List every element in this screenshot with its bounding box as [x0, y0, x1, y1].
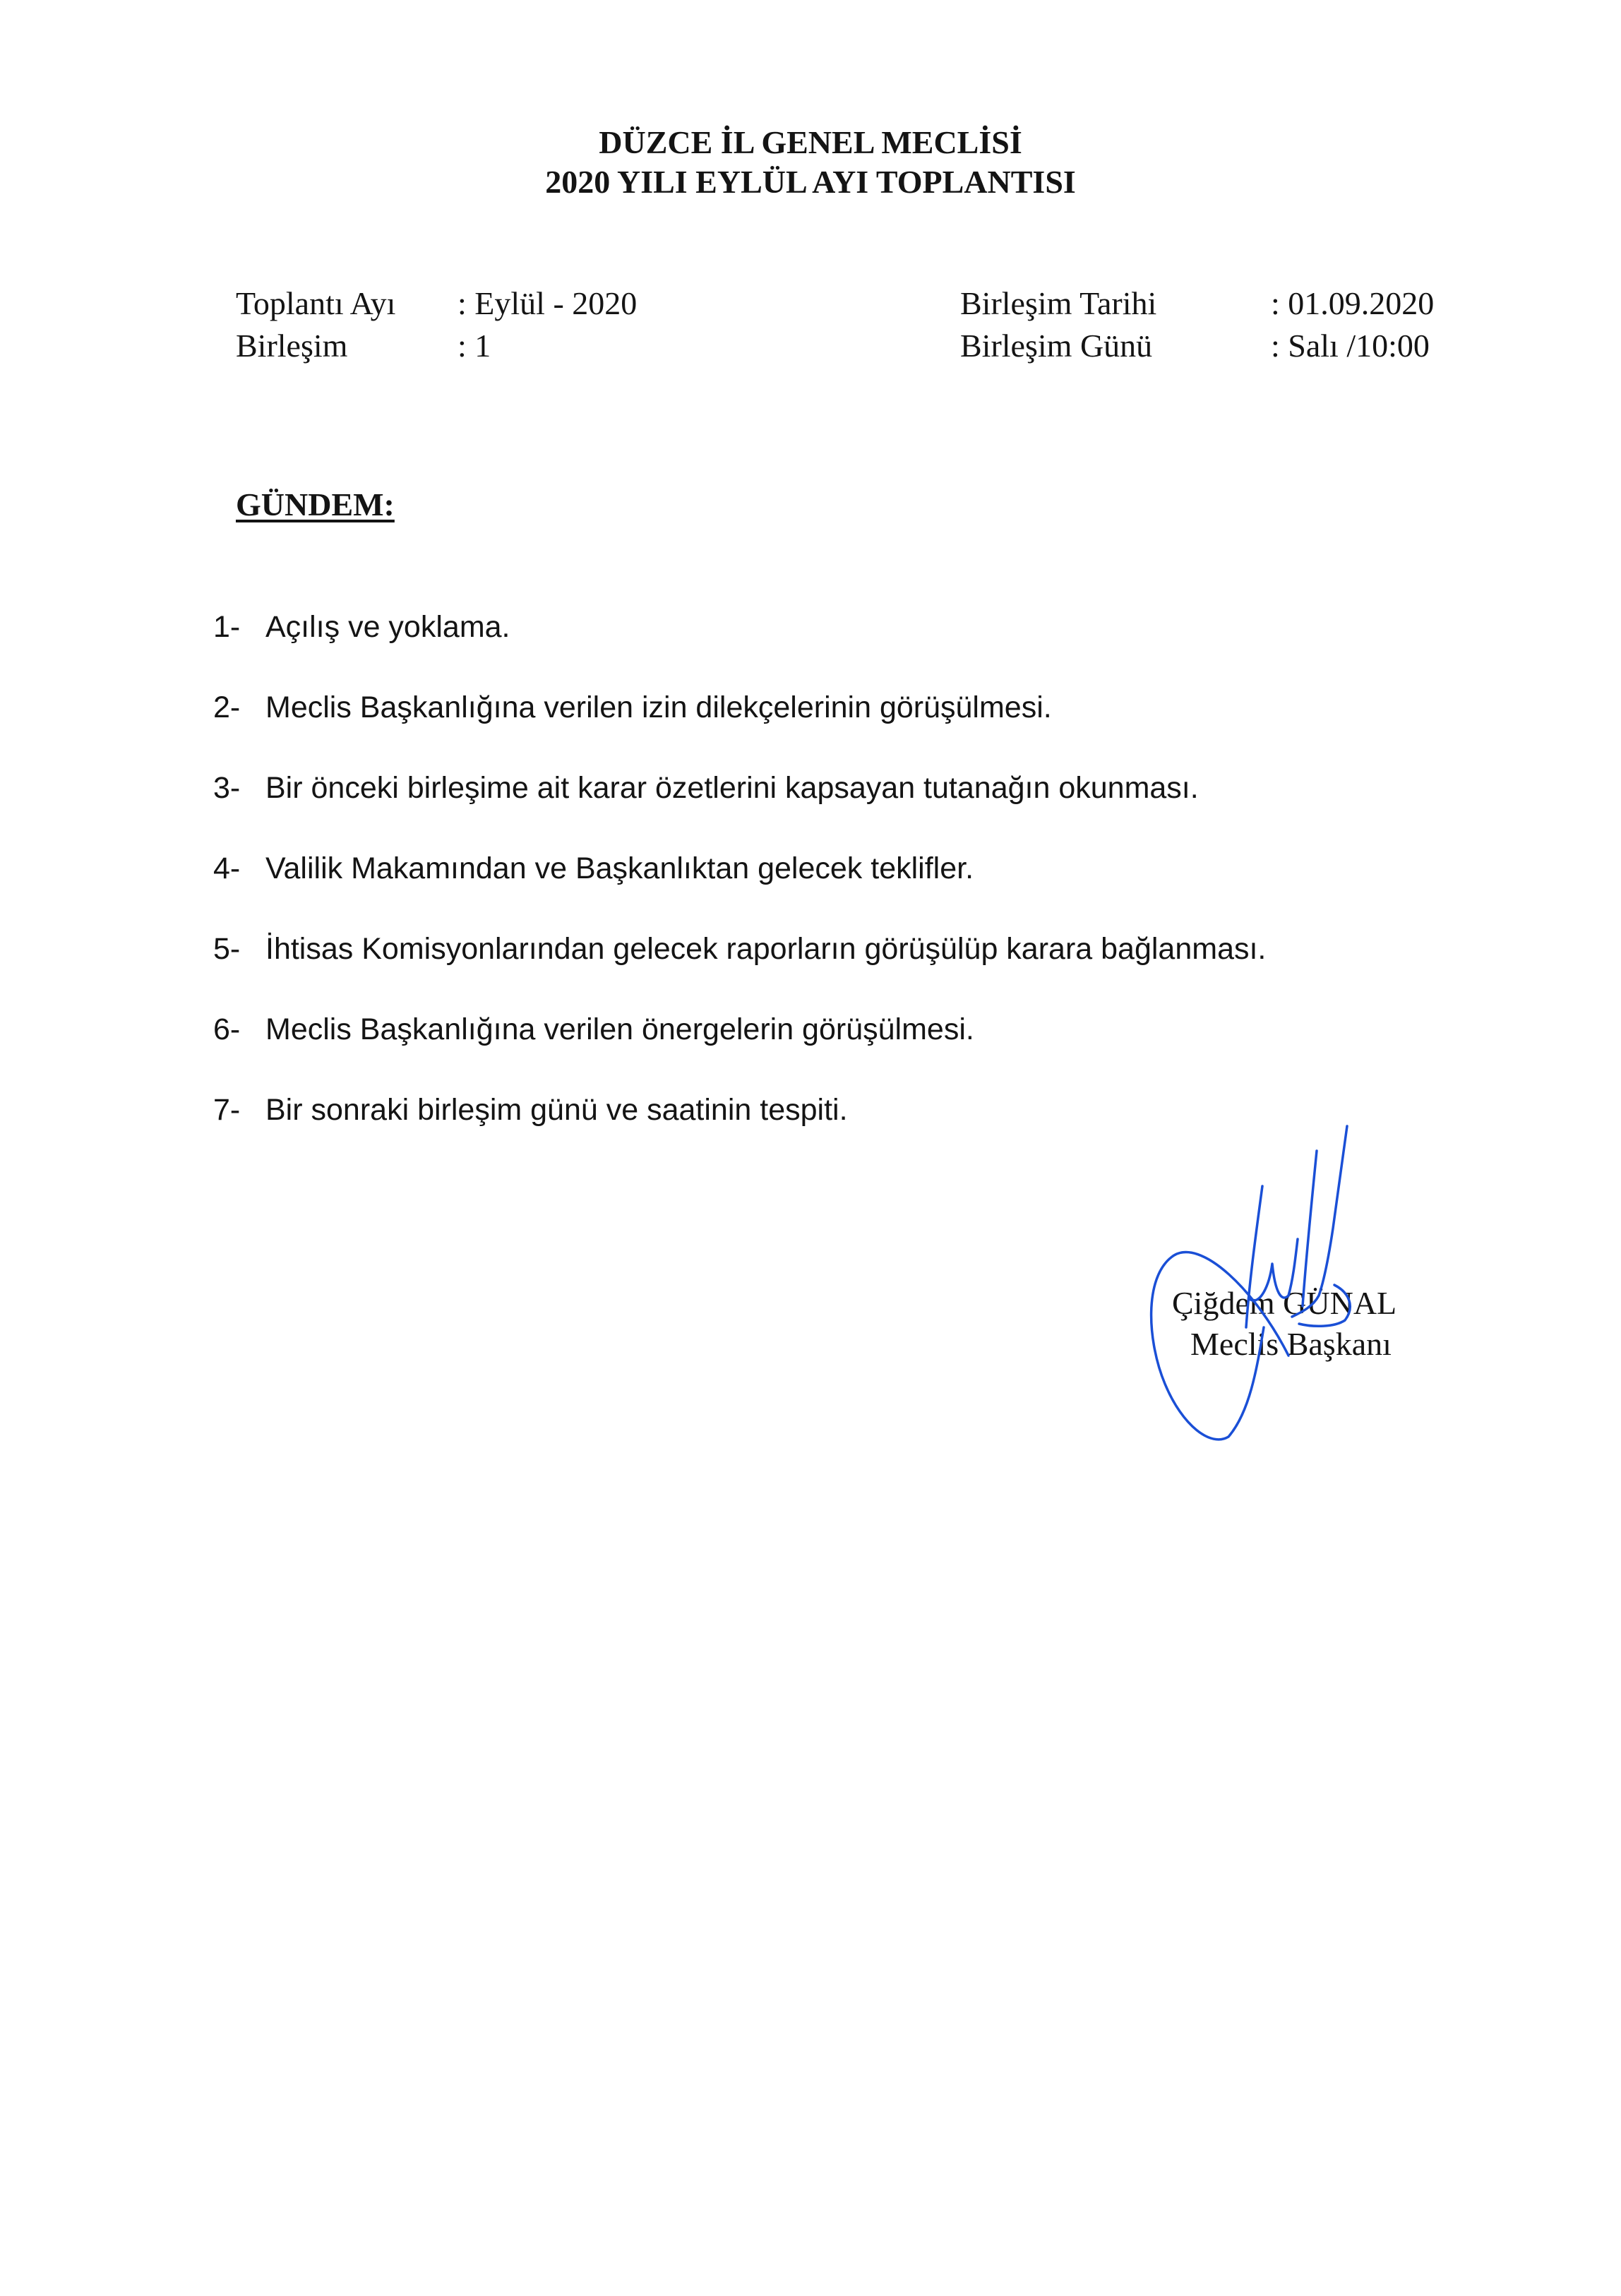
agenda-item-text: Valilik Makamından ve Başkanlıktan gelecek teklifler. [265, 851, 974, 885]
toplanti-ayi-value: : Eylül - 2020 [457, 285, 638, 321]
birlesim-label: Birleşim [236, 328, 348, 364]
agenda-item-number: 5- [213, 932, 241, 966]
agenda-item-number: 2- [213, 690, 241, 724]
agenda-item-number: 6- [213, 1012, 241, 1046]
signer-title: Meclis Başkanı [1190, 1326, 1392, 1362]
signature-stroke [1246, 1186, 1262, 1327]
toplanti-ayi-label: Toplantı Ayı [236, 285, 396, 321]
signature-stroke [1299, 1285, 1350, 1326]
header-title: DÜZCE İL GENEL MECLİSİ [599, 124, 1022, 160]
agenda-item-number: 4- [213, 851, 241, 885]
agenda-item-number: 3- [213, 771, 241, 805]
agenda-item-text: Meclis Başkanlığına verilen önergelerin görüşülmesi. [265, 1012, 974, 1046]
agenda-item-text: Bir önceki birleşime ait karar özetlerini kapsayan tutanağın okunması. [265, 771, 1199, 805]
birlesim-gunu-value: : Salı /10:00 [1271, 328, 1430, 364]
birlesim-tarihi-label: Birleşim Tarihi [960, 285, 1157, 321]
handwritten-signature [1144, 1116, 1440, 1454]
agenda-item-number: 7- [213, 1093, 241, 1127]
birlesim-tarihi-value: : 01.09.2020 [1271, 285, 1435, 321]
agenda-item [213, 768, 1199, 808]
agenda-item [213, 688, 1052, 727]
signature-stroke [1303, 1151, 1317, 1306]
agenda-item-number: 1- [213, 610, 241, 644]
signer-name: Çiğdem GÜNAL [1172, 1285, 1397, 1321]
agenda-item [213, 849, 974, 888]
header-subtitle: 2020 YILI EYLÜL AYI TOPLANTISI [545, 164, 1076, 200]
agenda-item [213, 607, 510, 647]
agenda-item-text: Meclis Başkanlığına verilen izin dilekçelerinin görüşülmesi. [265, 690, 1052, 724]
agenda-item [213, 1090, 848, 1130]
agenda-item-text: Bir sonraki birleşim günü ve saatinin tespiti. [265, 1093, 848, 1127]
birlesim-gunu-label: Birleşim Günü [960, 328, 1153, 364]
agenda-item [213, 1010, 974, 1049]
signature-stroke [1250, 1239, 1298, 1301]
agenda-heading: GÜNDEM: [236, 486, 395, 522]
agenda-item-text: Açılış ve yoklama. [265, 610, 510, 644]
agenda-item-text: İhtisas Komisyonlarından gelecek raporların görüşülüp karara bağlanması. [265, 932, 1267, 966]
birlesim-value: : 1 [457, 328, 491, 364]
agenda-item [213, 929, 1266, 969]
